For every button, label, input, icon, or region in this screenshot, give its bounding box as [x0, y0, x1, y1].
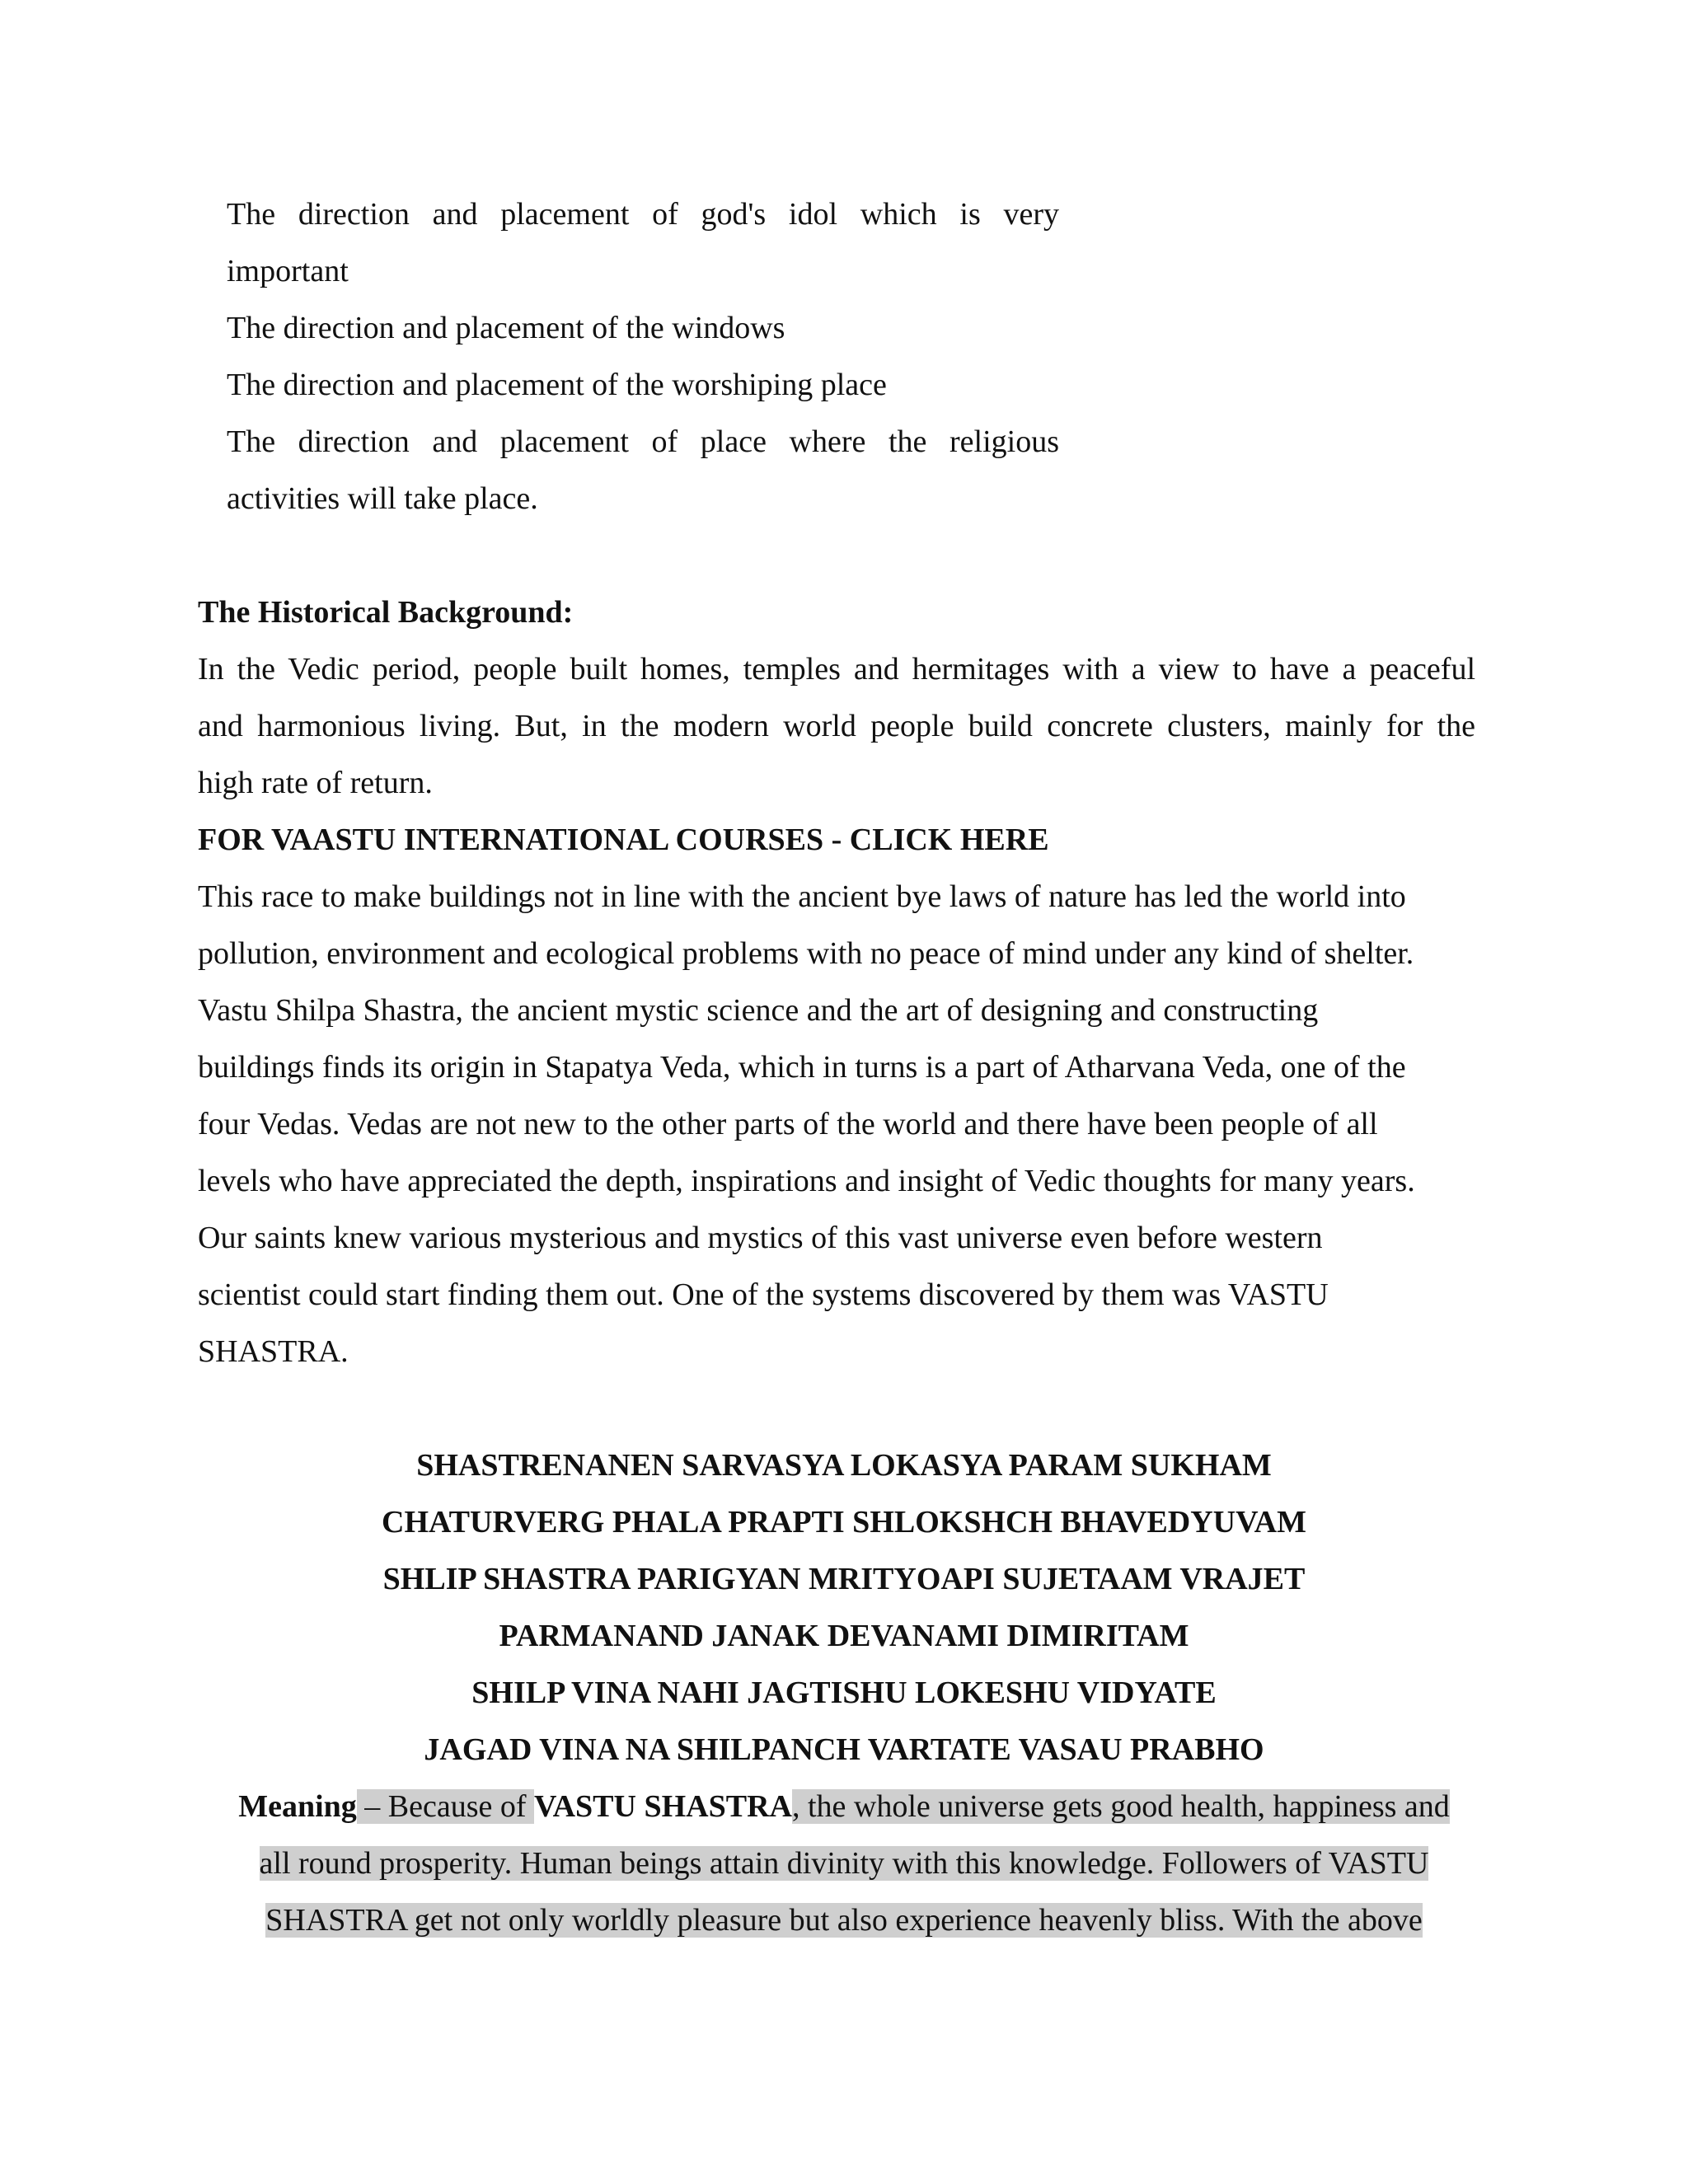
meaning-bold-term: VASTU SHASTRA: [534, 1789, 792, 1824]
paragraph-line: Vastu Shilpa Shastra, the ancient mystic science and the art of designing and constructing: [198, 993, 1319, 1028]
meaning-line-1: [0, 1787, 1688, 1826]
meaning-line-2: [0, 1844, 1688, 1883]
paragraph-line: and harmonious living. But, in the modern world people build concrete clusters, mainly for the: [198, 709, 1475, 743]
paragraph-line: buildings finds its origin in Stapatya Veda, which in turns is a part of Atharvana Veda, one of the: [198, 1050, 1406, 1085]
verse-line: PARMANAND JANAK DEVANAMI DIMIRITAM: [499, 1619, 1189, 1653]
paragraph-line: SHASTRA.: [198, 1334, 349, 1369]
list-item-windows: The direction and placement of the windows: [227, 311, 785, 345]
paragraph-line: pollution, environment and ecological problems with no peace of mind under any kind of shelter.: [198, 936, 1414, 971]
section-heading: The Historical Background:: [198, 595, 574, 630]
paragraph-line: scientist could start finding them out. One of the systems discovered by them was VASTU: [198, 1277, 1329, 1312]
meaning-highlight-segment: all round prosperity. Human beings attain divinity with this knowledge. Followers of VASTU: [259, 1846, 1429, 1881]
meaning-highlight-segment: , the whole universe gets good health, happiness and: [791, 1789, 1450, 1824]
list-item-idol-line2: important: [227, 254, 349, 288]
meaning-highlight-segment: SHASTRA get not only worldly pleasure but also experience heavenly bliss. With the above: [265, 1903, 1423, 1938]
meaning-highlight-segment: – Because of: [356, 1789, 535, 1824]
verse-line: SHILP VINA NAHI JAGTISHU LOKESHU VIDYATE: [471, 1675, 1217, 1710]
list-item-idol-line1: The direction and placement of god's idol which is very: [227, 197, 1059, 232]
paragraph-line: four Vedas. Vedas are not new to the other parts of the world and there have been people of all: [198, 1107, 1378, 1141]
meaning-line-3: [0, 1900, 1688, 1940]
courses-link[interactable]: FOR VAASTU INTERNATIONAL COURSES - CLICK HERE: [198, 823, 1049, 857]
paragraph-line: This race to make buildings not in line with the ancient bye laws of nature has led the world into: [198, 879, 1406, 914]
paragraph-line: high rate of return.: [198, 766, 433, 800]
meaning-label: Meaning: [238, 1789, 357, 1824]
list-item-worshiping-place: The direction and placement of the worshiping place: [227, 368, 887, 402]
list-item-religious-line1: The direction and placement of place where the religious: [227, 424, 1059, 459]
paragraph-line: Our saints knew various mysterious and mystics of this vast universe even before western: [198, 1221, 1323, 1255]
verse-line: SHLIP SHASTRA PARIGYAN MRITYOAPI SUJETAAM VRAJET: [382, 1562, 1306, 1596]
paragraph-line: In the Vedic period, people built homes, temples and hermitages with a view to have a peaceful: [198, 652, 1475, 687]
verse-line: SHASTRENANEN SARVASYA LOKASYA PARAM SUKHAM: [416, 1448, 1272, 1483]
verse-line: JAGAD VINA NA SHILPANCH VARTATE VASAU PRABHO: [424, 1732, 1264, 1767]
list-item-religious-line2: activities will take place.: [227, 481, 538, 516]
verse-line: CHATURVERG PHALA PRAPTI SHLOKSHCH BHAVEDYUVAM: [382, 1505, 1306, 1540]
paragraph-line: levels who have appreciated the depth, inspirations and insight of Vedic thoughts for many years.: [198, 1164, 1415, 1198]
